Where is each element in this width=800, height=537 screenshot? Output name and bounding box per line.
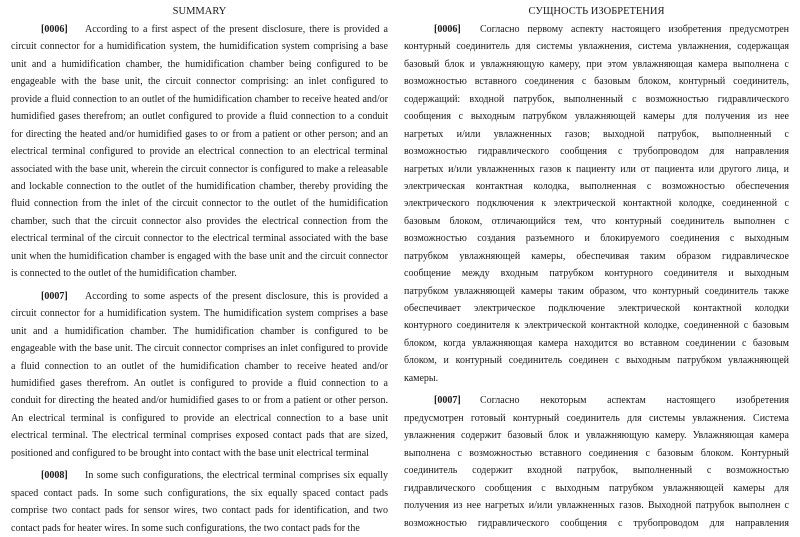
text-line	[404, 370, 789, 387]
line-text: выполнена с возможностью вставного соединения с базовым блоком. Контурный	[404, 447, 789, 459]
line-text: камеры.	[404, 372, 439, 384]
line-text: нагретых и/или увлажненных газов к пациенту или от пациента или другого лица, и	[404, 163, 789, 175]
line-text: spaced contact pads. In some such configurations, the six equally spaced contact pads	[11, 487, 388, 499]
paragraph-0006	[404, 21, 789, 387]
line-text: is connected to the outlet of the humidification chamber.	[11, 268, 237, 280]
text-line	[404, 161, 789, 178]
line-text: electrical terminal configured to provide an electrical connection to an electrical terminal	[11, 146, 388, 158]
text-line	[11, 485, 388, 502]
paragraph-0007	[404, 392, 789, 532]
text-line	[11, 358, 388, 375]
text-line	[11, 248, 388, 265]
text-line	[11, 265, 388, 282]
text-line	[404, 335, 789, 352]
text-line	[11, 161, 388, 178]
text-line	[404, 462, 789, 479]
line-text: In some such configurations, the electrical terminal comprises six equally	[85, 470, 388, 482]
text-line	[404, 143, 789, 160]
line-text: нагретых и/или увлажненных газов; выходной патрубок, выполненный с	[404, 128, 789, 140]
line-text: positioned and configured to be brought into contact with the base unit electrical terminal	[11, 447, 369, 459]
text-line	[404, 108, 789, 125]
line-text: возможностью гидравлического сообщения с трубопроводом для направления	[404, 146, 789, 158]
text-line	[404, 283, 789, 300]
line-text: базовый блок и увлажняющую камеру, при этом увлажняющая камера выполнена с	[404, 58, 789, 70]
line-text: provide a fluid connection to an outlet of the humidification chamber to receive heated and/or	[11, 93, 388, 105]
text-line	[404, 427, 789, 444]
line-text: fluid connection from the inlet of the circuit connector to the outlet of the humidification	[11, 198, 388, 210]
text-line	[404, 317, 789, 334]
text-line	[11, 410, 388, 427]
text-line	[11, 427, 388, 444]
line-text: возможностью создания разъемного и блокируемого соединения с выходным	[404, 233, 789, 245]
text-line	[11, 73, 388, 90]
text-line	[11, 56, 388, 73]
line-text: базовым блоком, отличающийся тем, что контурный соединитель выполнен с	[404, 215, 789, 227]
text-line	[11, 305, 388, 322]
text-line	[11, 502, 388, 519]
line-text: Согласно некоторым аспектам настоящего изобретения	[480, 395, 789, 407]
line-text: unit when the humidification chamber is engaged with the base unit and the circuit connector	[11, 250, 388, 262]
text-line	[404, 38, 789, 55]
line-text: возможностью гидравлического сообщения с трубопроводом для направления	[404, 517, 789, 529]
line-text: блоком, когда увлажняющая камера находится во вставном соединении с базовым	[404, 337, 789, 349]
line-text: электрическая контактная колодка, выполненная с возможностью обеспечения	[404, 180, 789, 192]
text-line	[404, 265, 789, 282]
paragraph-number: [0006]	[41, 24, 68, 35]
line-text: патрубком увлажняющей камеры, обеспечивая таким образом гидравлическое	[404, 250, 789, 262]
line-text: сообщение между входным патрубком контурного соединителя и выходным	[404, 268, 789, 280]
text-line	[11, 467, 388, 484]
text-line	[404, 21, 789, 38]
text-line	[11, 213, 388, 230]
line-text: контурного соединителя к электрической контактной колодке, соединенной с базовым	[404, 320, 789, 332]
line-text: According to some aspects of the present disclosure, this is provided a	[85, 290, 388, 302]
text-line	[404, 445, 789, 462]
text-line	[404, 91, 789, 108]
text-line	[11, 445, 388, 462]
text-line	[11, 392, 388, 409]
text-line	[11, 108, 388, 125]
text-line	[404, 195, 789, 212]
line-text: humidified gases therefrom. An outlet is configured to provide a fluid connection to a	[11, 377, 388, 389]
text-line	[11, 38, 388, 55]
text-line	[404, 515, 789, 532]
text-line	[11, 21, 388, 38]
text-line	[11, 323, 388, 340]
line-text: contact pads for heater wires. In some such configurations, the two contact pads for the	[11, 522, 360, 534]
line-text: circuit connector for a humidification system. The humidification system comprises a base	[11, 308, 388, 320]
text-line	[11, 195, 388, 212]
paragraph-number: [0007]	[434, 395, 461, 407]
paragraph-number: [0006]	[434, 24, 461, 35]
line-text: unit and a humidification chamber. The humidification chamber is configured to be	[11, 325, 388, 337]
line-text: предусмотрен готовый контурный соединитель для системы увлажнения. Система	[404, 412, 789, 424]
line-text: engageable with the base unit, the circuit connector comprising: an inlet configured to	[11, 76, 388, 88]
line-text: associated with the base unit, wherein the circuit connector is configured to make a releasable	[11, 163, 388, 175]
text-line	[11, 178, 388, 195]
text-line	[404, 392, 789, 409]
text-line	[404, 352, 789, 369]
line-text: контурный соединитель для системы увлажнения, система увлажнения, содержащая	[404, 41, 789, 53]
line-text: возможностью вставного соединения с базовым блоком, контурный соединитель,	[404, 76, 789, 88]
line-text: According to a first aspect of the present disclosure, there is provided a	[85, 24, 388, 35]
line-text: содержащий: входной патрубок, выполненный с возможностью гидравлического	[404, 93, 789, 105]
text-line	[404, 126, 789, 143]
text-line	[11, 91, 388, 108]
line-text: engageable with the base unit. The circuit connector comprises an inlet configured to provide	[11, 343, 388, 355]
line-text: соединитель содержит входной патрубок, выполненный с возможностью	[404, 465, 789, 477]
line-text: electrical terminal. The electrical terminal comprises exposed contact pads that are sized,	[11, 430, 388, 442]
text-line	[11, 520, 388, 537]
text-line	[11, 340, 388, 357]
line-text: chamber, such that the circuit connector also provides the electrical connection from the	[11, 215, 388, 227]
text-line	[404, 480, 789, 497]
paragraph-number: [0007]	[41, 290, 68, 302]
text-line	[404, 56, 789, 73]
text-line	[11, 230, 388, 247]
line-text: conduit for directing the heated and/or humidified gases to or from a patient or other person.	[11, 395, 388, 407]
text-line	[11, 288, 388, 305]
line-text: electrical terminal of the circuit connector to the electrical terminal associated with the base	[11, 233, 388, 245]
text-line	[404, 497, 789, 514]
line-text: сообщения с выходным патрубком увлажняющей камеры для получения из нее	[404, 111, 789, 123]
text-line	[404, 73, 789, 90]
text-line	[404, 213, 789, 230]
line-text: comprise two contact pads for sensor wires, two contact pads for identification, and two	[11, 505, 388, 517]
line-text: увлажнения содержит базовый блок и увлажняющую камеру. Увлажняющая камера	[404, 430, 789, 442]
line-text: and lockable connection to the outlet of the humidification chamber, thereby providing the	[11, 180, 388, 192]
paragraph-0007	[11, 288, 388, 462]
text-line	[11, 143, 388, 160]
text-line	[404, 178, 789, 195]
line-text: блоком, и контурный соединитель соединен с выходным патрубком увлажняющей	[404, 355, 789, 367]
line-text: for directing the heated and/or humidified gases to or from a patient or other person; and an	[11, 128, 388, 140]
line-text: получения из нее нагретых и/или увлажненных газов. Выходной патрубок выполнен с	[404, 500, 789, 512]
text-line	[11, 126, 388, 143]
text-line	[404, 300, 789, 317]
text-line	[404, 410, 789, 427]
line-text: патрубком увлажняющей камеры таким образом, что контурный соединитель также	[404, 285, 789, 297]
paragraph-number: [0008]	[41, 470, 68, 482]
line-text: humidified gases therefrom; an outlet configured to provide a fluid connection to a conduit	[11, 111, 388, 123]
line-text: circuit connector for a humidification system, the humidification system comprising a base	[11, 41, 388, 53]
text-line	[404, 248, 789, 265]
line-text: An electrical terminal is configured to provide an electrical connection to a base unit	[11, 412, 388, 424]
section-title-summary: SUMMARY	[172, 6, 227, 17]
text-line	[11, 375, 388, 392]
line-text: a fluid connection to an outlet of the humidification chamber to receive heated and/or	[11, 360, 388, 372]
text-line	[404, 230, 789, 247]
line-text: Согласно первому аспекту настоящего изобретения предусмотрен	[480, 24, 789, 35]
line-text: unit and a humidification chamber, the humidification chamber being configured to be	[11, 58, 388, 70]
paragraph-0006	[11, 21, 388, 283]
line-text: электрического подключения к электрической контактной колодке, соединенной с	[404, 198, 789, 210]
paragraph-0008	[11, 467, 388, 537]
line-text: гидравлического сообщения с выходным патрубком увлажняющей камеры для	[404, 482, 789, 494]
section-title-russian: СУЩНОСТЬ ИЗОБРЕТЕНИЯ	[528, 6, 665, 17]
line-text: обеспечивает электрическое подключение электрической контактной колодки	[404, 303, 789, 314]
